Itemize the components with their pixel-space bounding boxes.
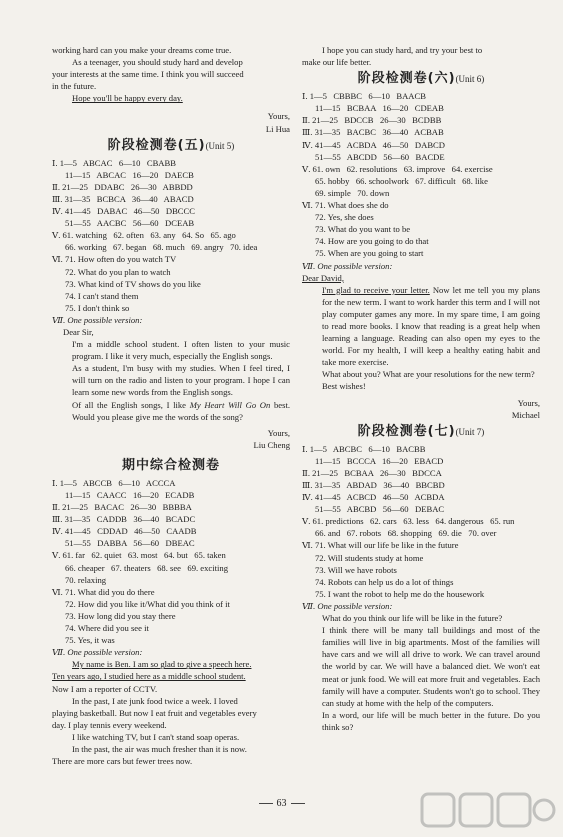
answer-line: 75. Yes, it was [65,635,115,646]
answer-line: 11—15 CAACC 16—20 ECADB [65,490,195,500]
answer-line: Ⅳ. 41—45 ACBCD 46—50 ACBDA [302,492,445,503]
section-heading-test5: 阶段检测卷(五)(Unit 5) [107,137,235,153]
answer-line: 51—55 AACBC 56—60 DCEAB [65,218,195,229]
version-label: Ⅶ. One possible version: [52,647,143,658]
paragraph: I'm a middle school student. I often listen to your music program. I like it very much, especially the English songs. [72,339,290,362]
answer-line: Ⅴ. 61. watching 62. often 63. any 64. So 65. ago [52,230,236,241]
text-line: your interests at the same time. I think you will succeed [52,69,244,80]
answer-line: 72. How did you like it/What did you think of it [65,598,230,609]
answer-line: Ⅳ. 41—45 DABAC 46—50 DBCCC [52,206,195,217]
answer-line: Ⅳ. 41—45 ACBDA 46—50 DABCD [302,139,445,150]
answer-line: 73. What kind of TV shows do you like [65,278,201,289]
answer-line: 11—15 BCBAA 16—20 CDEAB [315,103,444,114]
text-line: Now I am a reporter of CCTV. [52,683,158,694]
salutation: Dear David, [302,272,344,283]
answer-line: Ⅵ. 71. What will our life be like in the future [302,540,459,551]
paragraph: What about you? What are your resolutions for the new term? [322,369,535,380]
left-column [52,44,290,767]
answer-line: 72. Yes, she does [315,212,374,223]
answer-line: Ⅱ. 21—25 BCBAA 26—30 BDCCA [302,467,442,478]
answer-line: 74. Where did you see it [65,623,149,634]
text-line: playing basketball. But now I eat fruit and vegetables every [52,707,257,718]
answer-line: Ⅱ. 21—25 BACAC 26—30 BBBBA [52,502,192,513]
answer-line: 73. What do you want to be [315,224,411,235]
text-line: make our life better. [302,57,372,68]
answer-line: Ⅳ. 41—45 CDDAD 46—50 CAADB [52,526,197,537]
sign-off: Yours, [267,427,290,438]
version-label: Ⅶ. One possible version: [302,600,393,611]
answer-line: Ⅵ. 71. How often do you watch TV [52,254,177,265]
answer-line: Ⅲ. 31—35 BCBCA 36—40 ABACD [52,193,194,204]
salutation: Dear Sir, [63,326,94,337]
page-number: 63 [0,798,563,809]
section-heading-midterm: 期中综合检测卷 [121,457,220,473]
paragraph: As a student, I'm busy with my studies. When I feel tired, I will turn on the radio and listen to your program. I hope I can learn some new words from the English songs. [72,363,290,398]
text-line: In the past, I ate junk food twice a week. I loved [72,695,238,706]
answer-line: Ⅰ. 1—5 ABCCB 6—10 ACCCA [52,477,176,488]
version-label: Ⅶ. One possible version: [52,314,143,325]
answer-line: 70. relaxing [65,574,107,585]
answer-line: 73. How long did you stay there [65,610,176,621]
answer-line: 65. hobby 66. schoolwork 67. difficult 68. like [315,175,488,186]
song-title: My Heart Will Go On [189,399,271,410]
answer-line: 72. What do you plan to watch [65,266,171,277]
answer-line: Ⅰ. 1—5 ABCAC 6—10 CBABB [52,157,176,168]
answer-line: 66. working 67. began 68. much 69. angry 70. idea [65,242,258,253]
paragraph: I think there will be many tall buildings and most of the families will live in big apartments. Most of the families will have cars and we will all drive to work. We can travel around the world by car. We will have a balanced diet. We won't eat meat or junk food. We will eat more fruit and vegetables. Each family will have a computer. Students won't go to school. They can study at home with the help of the computers. [322,625,540,708]
stamp-watermark-icon [418,790,558,834]
answer-line: 51—55 DABBA 56—60 DBEAC [65,538,195,549]
sign-off: Yours, [517,397,540,408]
answer-line: Ⅵ. 71. What does she do [302,200,389,211]
answer-line: 66. and 67. robots 68. shopping 69. die 70. over [315,528,497,539]
answer-line: 69. simple 70. down [315,187,390,198]
text-line: in the future. [52,81,97,92]
answer-line: 75. I don't think so [65,302,130,313]
right-column [302,44,540,733]
answer-line: 11—15 BCCCA 16—20 EBACD [315,455,444,466]
version-label: Ⅶ. One possible version: [302,260,393,271]
paragraph: Of all the English songs, I like My Heart Will Go On best. Would you please give me the words of the song? [72,399,290,422]
signature: Liu Cheng [253,439,290,450]
section-heading-test6: 阶段检测卷(六)(Unit 6) [357,71,485,87]
answer-line: 72. Will students study at home [315,552,424,563]
text-line: My name is Ben. I am so glad to give a speech here. [72,659,252,670]
section-heading-test7: 阶段检测卷(七)(Unit 7) [357,423,485,439]
answer-line: 75. When are you going to start [315,248,424,259]
paragraph: In a word, our life will be much better in the future. Do you think so? [322,709,540,732]
answer-line: Ⅲ. 31—35 ABDAD 36—40 BBCBD [302,480,445,490]
answer-line: 51—55 ABCBD 56—60 DEBAC [315,504,445,515]
paragraph: What do you think our life will be like in the future? [322,613,503,624]
answer-line: Ⅲ. 31—35 CADDB 36—40 BCADC [52,514,196,525]
text-line: Ten years ago, I studied here as a middle school student. [52,671,246,682]
answer-line: Ⅵ. 71. What did you do there [52,586,155,597]
answer-line: 73. Will we have robots [315,564,397,575]
answer-line: 74. How are you going to do that [315,236,429,247]
answer-line: Ⅲ. 31—35 BACBC 36—40 ACBAB [302,127,444,138]
text-line: I like watching TV, but I can't stand soap operas. [72,731,240,742]
sign-off: Yours, [267,111,290,122]
answer-line: 74. I can't stand them [65,290,139,301]
text-line: I hope you can study hard, and try your best to [322,45,483,55]
signature: Li Hua [265,123,290,134]
paragraph: I'm glad to receive your letter. Now let me tell you my plans for the new term. I want to work harder this term and I will not play computer games any more. In my spare time, I am going to read more books. I know that reading is a great help when learning a language. Reading can also open my eyes to the world. For my health, I will keep a healthy eating habit and take more exercise. [322,284,541,368]
answer-line: Ⅰ. 1—5 ABCBC 6—10 BACBB [302,443,426,454]
answer-line: 66. cheaper 67. theaters 68. see 69. exciting [65,562,228,573]
paragraph: Best wishes! [322,381,366,392]
answer-line: Ⅱ. 21—25 BDCCB 26—30 BCDBB [302,115,442,126]
answer-line: Ⅴ. 61. own 62. resolutions 63. improve 64. exercise [302,163,493,174]
answer-line: Ⅴ. 61. predictions 62. cars 63. less 64. dangerous 65. run [302,516,515,527]
answer-line: 75. I want the robot to help me do the housework [315,588,485,599]
answer-line: 11—15 ABCAC 16—20 DAECB [65,169,194,180]
text-line: In the past, the air was much fresher than it is now. [72,743,247,754]
answer-line: Ⅰ. 1—5 CBBBC 6—10 BAACB [302,91,426,102]
text-line: As a teenager, you should study hard and develop [72,57,243,68]
answer-line: Ⅴ. 61. far 62. quiet 63. most 64. but 65. taken [52,550,226,561]
text-line: There are more cars but fewer trees now. [52,756,193,767]
answer-line: 51—55 ABCDD 56—60 BACDE [315,151,445,162]
text-line: day. I play tennis every weekend. [52,719,167,730]
text-line: working hard can you make your dreams come true. [52,45,232,55]
signature: Michael [511,409,540,420]
answer-line: Ⅱ. 21—25 DDABC 26—30 ABBDD [52,181,193,192]
closing-wish: Hope you'll be happy every day. [72,93,183,104]
answer-line: 74. Robots can help us do a lot of things [315,576,454,587]
